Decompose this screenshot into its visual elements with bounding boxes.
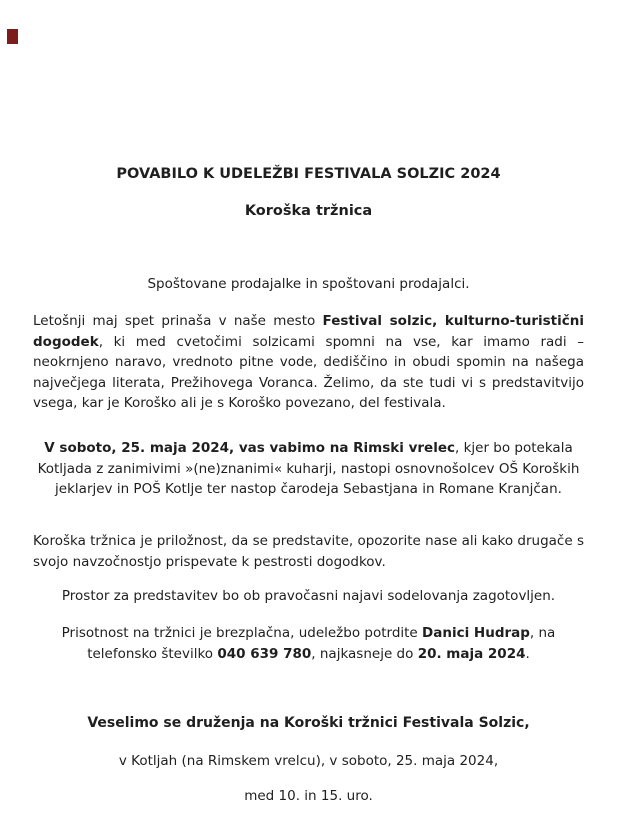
closing-line-1: Veselimo se druženja na Koroški tržnici Festivala Solzic, xyxy=(87,715,530,731)
document-title: POVABILO K UDELEŽBI FESTIVALA SOLZIC 2024 xyxy=(116,166,501,182)
greeting-line: Spoštovane prodajalke in spoštovani prodajalci. xyxy=(147,276,470,292)
closing-line-2: v Kotljah (na Rimskem vrelcu), v soboto, 25. maja 2024, xyxy=(118,753,499,769)
closing-line-3: med 10. in 15. uro. xyxy=(244,788,373,804)
paragraph-space-guarantee: Prostor za predstavitev bo ob pravočasni najavi sodelovanja zagotovljen. xyxy=(61,588,556,604)
corner-marker xyxy=(7,29,18,44)
paragraph-festival-intro: Letošnji maj spet prinaša v naše mesto Festival solzic, kulturno-turistični dogodek, ki med cvetočimi solzicami spomni na vse, kar imamo radi – neokrnjeno naravo, vrednoto pitne vode, dediščino in obudi spomin na našega največjega literata, Prežihovega Voranca. Želimo, da ste tudi vi s predstavitvijo vsega, kar je Koroško ali je s Koroško povezano, del festivala. xyxy=(33,313,584,411)
paragraph-event-details: V soboto, 25. maja 2024, vas vabimo na Rimski vrelec, kjer bo potekala Kotljada z zanimivimi »(ne)znanimi« kuharji, nastopi osnovnošolcev OŠ Koroških jeklarjev in POŠ Kotlje ter nastop čarodeja Sebastjana in Romane Kranjčan. xyxy=(37,440,580,497)
document-subtitle: Koroška tržnica xyxy=(244,203,373,219)
paragraph-registration: Prisotnost na tržnici je brezplačna, udeležbo potrdite Danici Hudrap, na telefonsko številko 040 639 780, najkasneje do 20. maja 2024. xyxy=(61,625,556,662)
paragraph-market-opportunity: Koroška tržnica je priložnost, da se predstavite, opozorite nase ali kako drugače s svojo navzočnostjo prispevate k pestrosti dogodkov. xyxy=(33,533,584,570)
